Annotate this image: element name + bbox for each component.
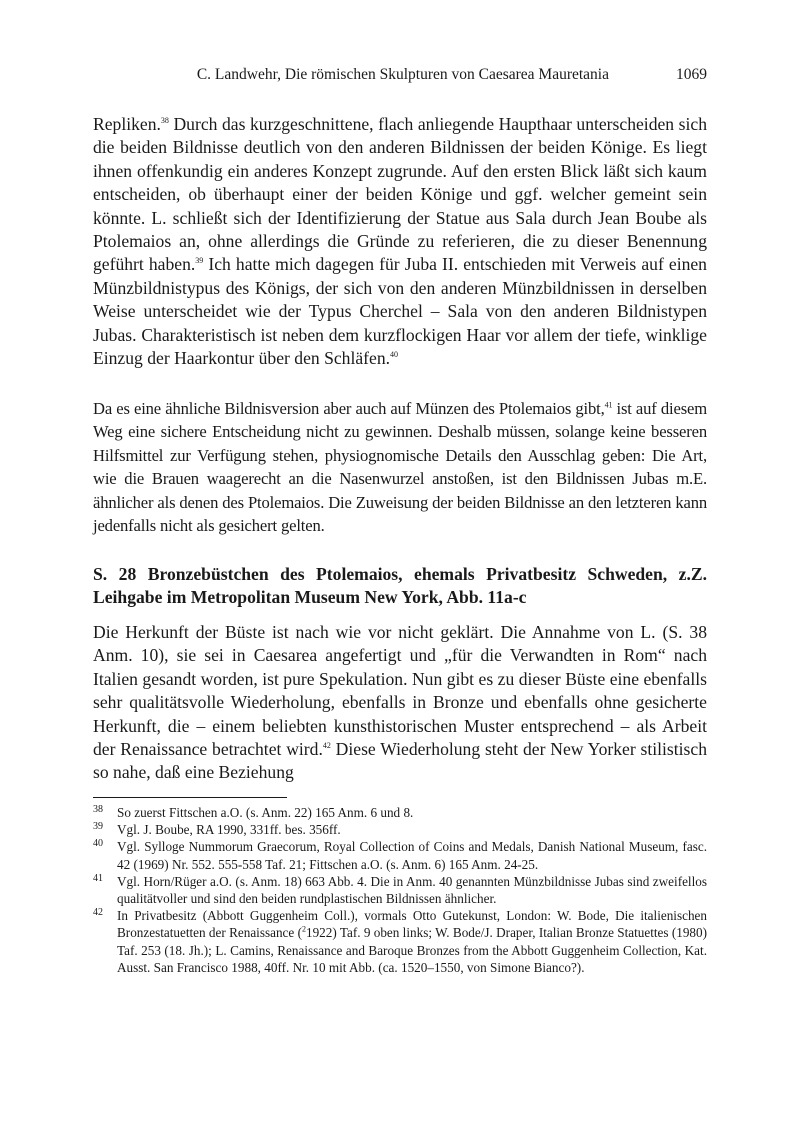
page-number: 1069 [676,66,707,83]
footnote-ref-40[interactable]: 40 [390,350,399,360]
footnote-text: In Privatbesitz (Abbott Guggenheim Coll.), vormals Otto Gutekunst, London: W. Bode, Die italienischen Bronzestatuetten der Renaissance ( [117,908,707,941]
text: ist auf diesem Weg eine sichere Entscheidung nicht zu gewinnen. Deshalb müssen, solange keine besseren Hilfsmittel zur Verfügung stehen, physiognomische Details den Ausschlag geben: Die Art, wie die Brauen waagerecht an die Nasenwurzel anstoßen, ist den Bildnissen Jubas m.E. ähnlicher als denen des Ptolemaios. Die Zuweisung der beiden Bildnisse an den letzteren kann jedenfalls nicht als gesichert gelten. [93,399,707,536]
paragraph-3 [93,621,707,785]
paragraph-2 [93,397,707,537]
footnote-text: Vgl. J. Boube, RA 1990, 331ff. bes. 356ff. [117,822,341,838]
footnote-39 [93,821,707,838]
edition-superscript: 2 [301,925,306,935]
text: Durch das kurzgeschnittene, flach anliegende Haupthaar unterscheiden sich die beiden Bildnisse deutlich von den anderen Bildnissen der beiden Könige. Es liegt ihnen offenkundig ein anderes Konzept zugrunde. Auf den ersten Blick läßt sich kaum entscheiden, ob überhaupt einer der beiden Könige und ggf. welcher gemeint sein könnte. L. schließt sich der Identifizierung der Statue aus Sala durch Jean Boube als Ptolemaios an, ohne allerdings die Gründe zu referieren, die zu dieser Benennung geführt haben. [93,114,707,275]
footnote-40 [93,838,707,872]
footnote-text: Vgl. Sylloge Nummorum Graecorum, Royal Collection of Coins and Medals, Danish National Museum, fasc. 42 (1969) Nr. 552. 555-558 Taf. 21; Fittschen a.O. (s. Anm. 6) 165 Anm. 24-25. [117,839,707,872]
text: Ich hatte mich dagegen für Juba II. entschieden mit Verweis auf einen Münzbildnistypus des Königs, der sich von den anderen Münzbildnissen in derselben Weise unterscheidet wie der Typus Cherchel – Sala von den anderen Bildnistypen Jubas. Charakteristisch ist neben dem kurzflockigen Haar vor allem der tiefe, winklige Einzug der Haarkontur über den Schläfen. [93,254,707,369]
footnote-ref-42[interactable]: 42 [322,741,331,751]
footnote-ref-39[interactable]: 39 [195,256,204,266]
footnote-ref-38[interactable]: 38 [160,116,169,126]
footnote-41 [93,873,707,907]
footnote-number: 42 [93,907,103,919]
footnote-text: So zuerst Fittschen a.O. (s. Anm. 22) 165 Anm. 6 und 8. [117,805,414,820]
running-title: C. Landwehr, Die römischen Skulpturen von Caesarea Mauretania [196,66,609,83]
text: Da es eine ähnliche Bildnisversion aber auch auf Münzen des Ptolemaios gibt, [93,399,605,418]
footnote-text: 1922) Taf. 9 oben links; W. Bode/J. Draper, Italian Bronze Statuettes (1980) Taf. 253 (18. Jh.); L. Camins, Renaissance and Baroque Bronzes from the Abbott Guggenheim Collection, Kat. Ausst. San Francisco 1988, 40ff. Nr. 10 mit Abb. (ca. 1520–1550, von Simone Bianco?). [117,925,707,975]
text: Repliken. [93,114,161,134]
footnote-number: 41 [93,872,103,884]
footnote-number: 40 [93,838,103,850]
footnote-ref-41[interactable]: 41 [604,400,613,410]
footnote-divider [93,797,287,798]
paragraph-1 [93,113,707,370]
text: Diese Wiederholung steht der New Yorker stilistisch so nahe, daß eine Beziehung [93,739,708,783]
text: Die Herkunft der Büste ist nach wie vor nicht geklärt. Die Annahme von L. (S. 38 Anm. 10), sie sei in Caesarea angefertigt und „für die Verwandten in Rom“ nach Italien gesandt worden, ist pure Spekulation. Nun gibt es zu dieser Büste eine ebenfalls sehr qualitätsvolle Wiederholung, ebenfalls in Bronze und ebenfalls ohne gesicherte Herkunft, die – einem beliebten kunsthistorischen Muster entsprechend – als Arbeit der Renaissance betrachtet wird. [93,622,707,760]
running-header [93,66,707,90]
footnote-42 [93,907,707,976]
footnote-38 [93,804,707,821]
section-heading: S. 28 Bronzebüstchen des Ptolemaios, ehemals Privatbesitz Schweden, z.Z. Leihgabe im Metropolitan Museum New York, Abb. 11a-c [93,564,707,607]
footnote-number: 38 [93,804,103,815]
footnotes [93,804,707,976]
footnote-number: 39 [93,821,103,833]
footnote-text: Vgl. Horn/Rüger a.O. (s. Anm. 18) 663 Abb. 4. Die in Anm. 40 genannten Münzbildnisse Jubas sind zweifellos qualitätvoller und sind den beiden rundplastischen Bildnissen ähnlicher. [117,873,707,907]
